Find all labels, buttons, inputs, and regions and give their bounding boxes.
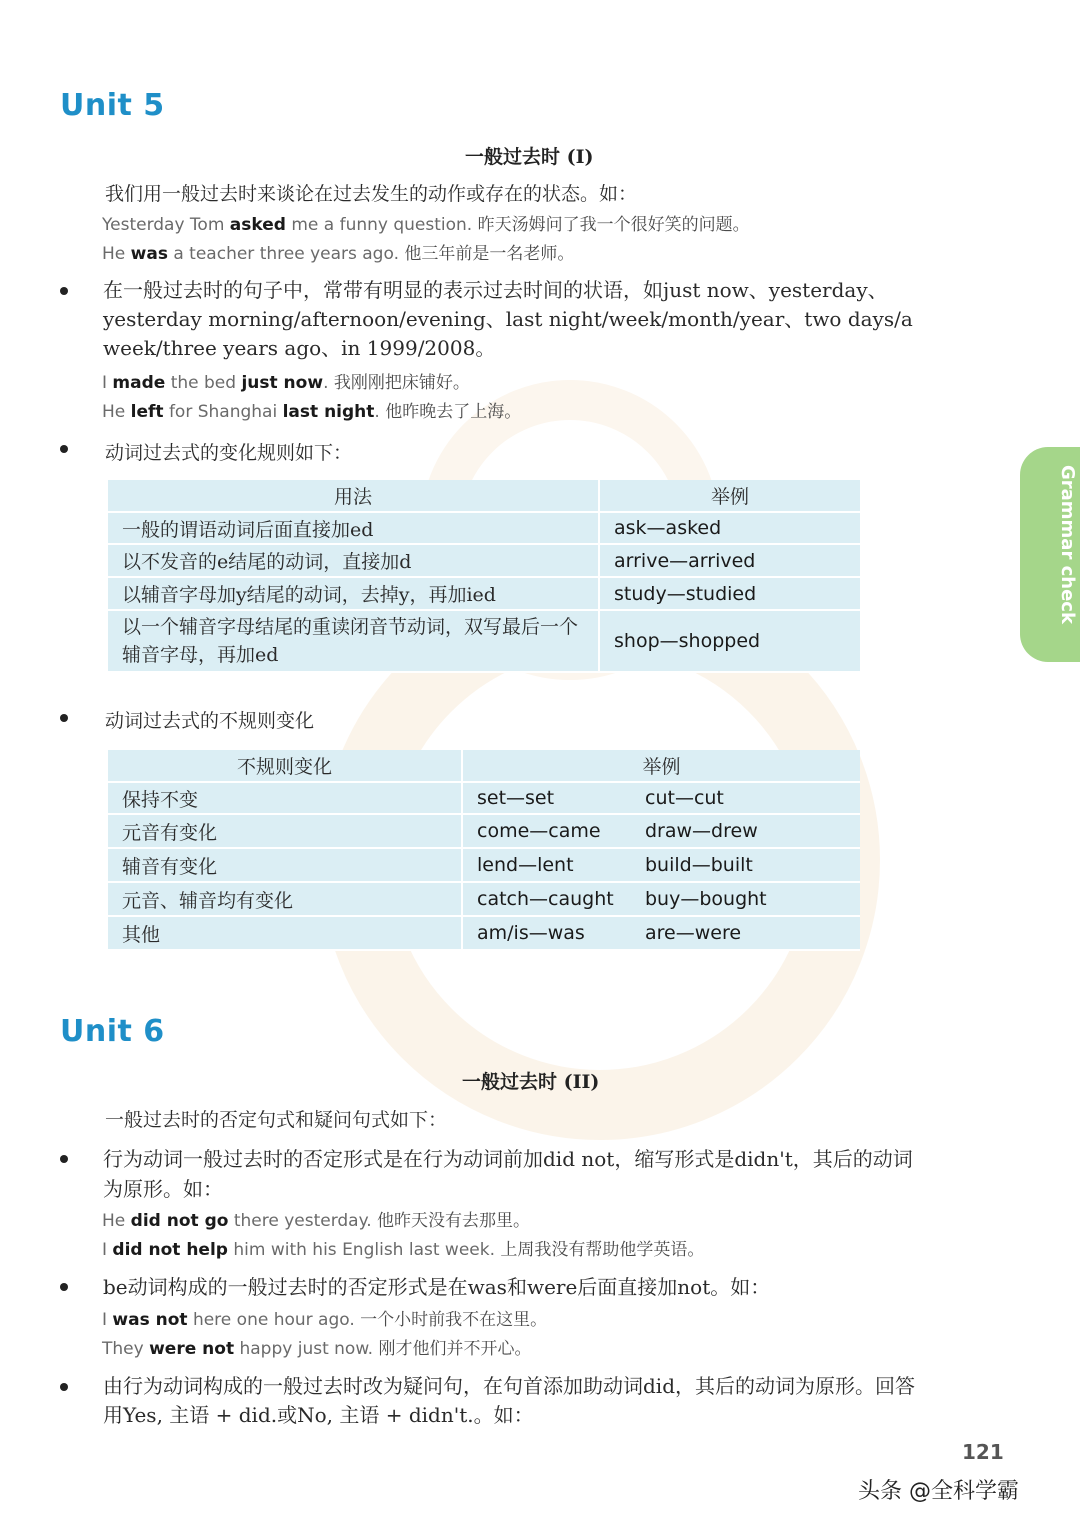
example-translation: 他三年前是一名老师。: [398, 244, 575, 264]
unit5-example-1: [102, 210, 750, 235]
example-text: here one hour ago.: [187, 1310, 355, 1330]
irregular-verbs-table: [108, 750, 860, 951]
bullet-line: yesterday morning/afternoon/evening、last night/week/month/year、two days/a: [103, 307, 913, 331]
example-text: for Shanghai: [163, 402, 283, 422]
example-text: Yesterday Tom: [102, 215, 230, 235]
table-cell-example: arrive—arrived: [599, 544, 860, 577]
table-cell-type: 其他: [108, 916, 462, 950]
table-cell-rule: 一般的谓语动词后面直接加ed: [108, 512, 599, 544]
bullet-line: 为原形。如：: [103, 1177, 223, 1201]
table-cell-example: am/is—was: [462, 916, 631, 950]
table-cell-example: catch—caught: [462, 882, 631, 916]
unit6-bullet1-example-1: [102, 1206, 530, 1231]
unit5-bullet1-example-2: [102, 397, 521, 422]
unit5-bullet2: 动词过去式的变化规则如下：: [105, 442, 353, 464]
table-header-row: [108, 480, 860, 512]
unit6-title: Unit 6: [60, 1014, 165, 1049]
table-cell-rule: 以不发音的e结尾的动词，直接加d: [108, 544, 599, 577]
example-translation: 他昨天没有去那里。: [371, 1211, 531, 1231]
side-tab: [1020, 447, 1080, 662]
unit6-bullet1: [103, 1144, 913, 1204]
example-text: the bed: [165, 373, 242, 393]
table-header: 不规则变化: [108, 750, 462, 782]
unit5-heading: 一般过去时 (I): [465, 146, 594, 168]
unit5-title: Unit 5: [60, 88, 165, 123]
bullet-line: 行为动词一般过去时的否定形式是在行为动词前加did not，缩写形式是didn't，其后的动词: [103, 1147, 913, 1171]
example-translation: 我刚刚把床铺好。: [328, 373, 470, 393]
example-bold: did not help: [112, 1240, 228, 1260]
example-bold: left: [130, 402, 164, 422]
table-row: [108, 848, 860, 882]
example-bold: made: [112, 373, 166, 393]
table-cell-type: 元音有变化: [108, 814, 462, 848]
table-header: 用法: [108, 480, 599, 512]
table-cell-example: set—set: [462, 782, 631, 814]
table-cell-type: 保持不变: [108, 782, 462, 814]
regular-verbs-table: [108, 480, 860, 673]
example-translation: 上周我没有帮助他学英语。: [495, 1240, 705, 1260]
table-header: 举例: [462, 750, 860, 782]
example-text: him with his English last week.: [227, 1240, 495, 1260]
unit6-bullet1-example-2: [102, 1235, 704, 1260]
unit6-bullet2: be动词构成的一般过去时的否定形式是在was和were后面直接加not。如：: [103, 1275, 771, 1299]
example-text: me a funny question.: [285, 215, 473, 235]
bullet-line: 用Yes, 主语 + did.或No, 主语 + didn't.。如：: [103, 1403, 534, 1427]
page-number: 121: [962, 1440, 1004, 1464]
bullet-dot: [60, 445, 68, 453]
table-cell-example: build—built: [631, 848, 860, 882]
table-cell-rule: 以一个辅音字母结尾的重读闭音节动词，双写最后一个辅音字母，再加ed: [108, 610, 599, 672]
example-text: He: [102, 402, 131, 422]
table-row: [108, 610, 860, 672]
table-row: [108, 882, 860, 916]
table-cell-type: 辅音有变化: [108, 848, 462, 882]
unit5-bullet3: 动词过去式的不规则变化: [105, 710, 315, 732]
table-row: [108, 782, 860, 814]
table-cell-example: draw—drew: [631, 814, 860, 848]
example-text: there yesterday.: [228, 1211, 372, 1231]
example-translation: 他昨晚去了上海。: [379, 402, 522, 422]
bullet-line: week/three years ago、in 1999/2008。: [103, 336, 496, 360]
table-row: [108, 814, 860, 848]
table-header-row: [108, 750, 860, 782]
example-translation: 昨天汤姆问了我一个很好笑的问题。: [472, 215, 750, 235]
example-text: They: [102, 1339, 150, 1359]
table-cell-example: cut—cut: [631, 782, 860, 814]
unit5-bullet1-example-1: [102, 368, 470, 393]
example-bold: was not: [112, 1310, 188, 1330]
unit6-bullet3: [103, 1372, 915, 1430]
bullet-dot: [60, 1283, 68, 1291]
table-row: [108, 544, 860, 577]
example-text: I: [102, 1240, 113, 1260]
example-text: .: [374, 402, 380, 422]
side-tab-label: Grammar check: [1057, 465, 1078, 624]
table-cell-rule: 以辅音字母加y结尾的动词，去掉y，再加ied: [108, 577, 599, 610]
table-cell-example: lend—lent: [462, 848, 631, 882]
source-credit: 头条 @全科学霸: [858, 1479, 1019, 1504]
table-row: [108, 577, 860, 610]
table-cell-example: are—were: [631, 916, 860, 950]
example-bold: did not go: [130, 1211, 229, 1231]
example-translation: 一个小时前我不在这里。: [354, 1310, 548, 1330]
bullet-dot: [60, 1155, 68, 1163]
example-text: I: [102, 1310, 113, 1330]
table-row: [108, 512, 860, 544]
bullet-dot: [60, 714, 68, 722]
unit5-example-2: [102, 239, 574, 264]
table-cell-example: ask—asked: [599, 512, 860, 544]
example-bold: was: [130, 244, 168, 264]
example-text: He: [102, 1211, 131, 1231]
bullet-line: 由行为动词构成的一般过去时改为疑问句，在句首添加助动词did，其后的动词为原形。回答: [103, 1374, 916, 1398]
unit6-heading: 一般过去时 (II): [462, 1071, 600, 1093]
table-header: 举例: [599, 480, 860, 512]
unit6-bullet2-example-2: [102, 1334, 531, 1359]
example-text: He: [102, 244, 131, 264]
example-translation: 刚才他们并不开心。: [373, 1339, 532, 1359]
example-text: a teacher three years ago.: [167, 244, 399, 264]
example-text: happy just now.: [234, 1339, 374, 1359]
example-bold: last night: [282, 402, 375, 422]
example-bold: just now: [241, 373, 324, 393]
example-text: .: [323, 373, 329, 393]
unit6-intro: 一般过去时的否定句式和疑问句式如下：: [105, 1109, 448, 1131]
unit5-intro: 我们用一般过去时来谈论在过去发生的动作或存在的状态。如：: [105, 183, 638, 205]
unit6-bullet2-example-1: [102, 1305, 547, 1330]
bullet-dot: [60, 287, 68, 295]
table-cell-example: come—came: [462, 814, 631, 848]
table-cell-example: shop—shopped: [599, 610, 860, 672]
bullet-dot: [60, 1383, 68, 1391]
example-bold: were not: [149, 1339, 235, 1359]
table-cell-type: 元音、辅音均有变化: [108, 882, 462, 916]
table-cell-example: buy—bought: [631, 882, 860, 916]
bullet-line: 在一般过去时的句子中，常带有明显的表示过去时间的状语，如just now、yesterday、: [103, 278, 888, 302]
example-text: I: [102, 373, 113, 393]
table-row: [108, 916, 860, 950]
example-bold: asked: [229, 215, 286, 235]
unit5-bullet1: [103, 276, 913, 363]
table-cell-example: study—studied: [599, 577, 860, 610]
